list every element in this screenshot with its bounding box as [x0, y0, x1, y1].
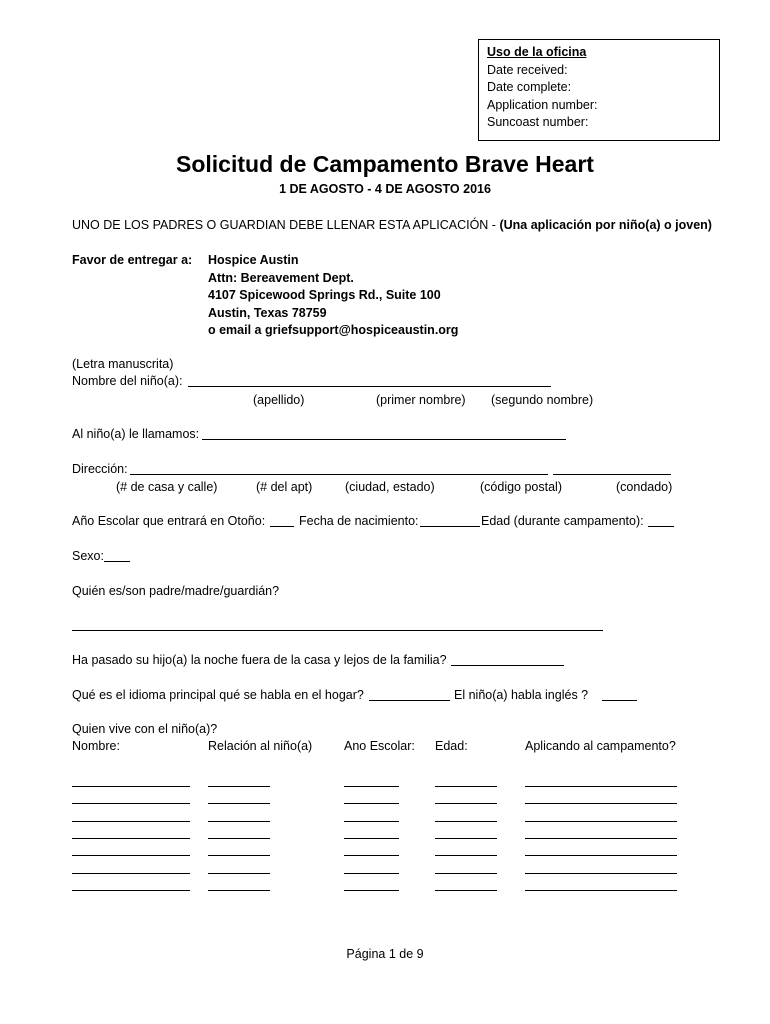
household-row-4-relation-field[interactable] [208, 838, 270, 839]
household-row-2-name-field[interactable] [72, 803, 190, 804]
household-label: Quien vive con el niño(a)? [72, 722, 218, 736]
column-name: Nombre: [72, 739, 120, 753]
language-field[interactable] [369, 700, 450, 701]
household-row-5-applying-field[interactable] [525, 855, 677, 856]
household-row-4-school-year-field[interactable] [344, 838, 399, 839]
handwriting-note: (Letra manuscrita) [72, 357, 174, 371]
household-row-7-age-field[interactable] [435, 890, 497, 891]
household-row-6-age-field[interactable] [435, 873, 497, 874]
household-row-2-relation-field[interactable] [208, 803, 270, 804]
address-part-apt: (# del apt) [256, 480, 313, 494]
household-row-6-name-field[interactable] [72, 873, 190, 874]
address-part-city: (ciudad, estado) [345, 480, 435, 494]
address-part-street: (# de casa y calle) [116, 480, 218, 494]
child-name-label: Nombre del niño(a): [72, 374, 183, 388]
address-line-email: o email a griefsupport@hospiceaustin.org [208, 323, 459, 337]
county-field[interactable] [553, 474, 671, 475]
address-part-zip: (código postal) [480, 480, 562, 494]
address-line-attn: Attn: Bereavement Dept. [208, 270, 354, 285]
school-year-label: Año Escolar que entrará en Otoño: [72, 514, 266, 528]
instruction-bold: (Una aplicación por niño(a) o joven) [499, 218, 712, 232]
household-row-6-applying-field[interactable] [525, 873, 677, 874]
household-row-6-relation-field[interactable] [208, 873, 270, 874]
household-row-3-name-field[interactable] [72, 821, 190, 822]
household-row-3-school-year-field[interactable] [344, 821, 399, 822]
column-school-year: Ano Escolar: [344, 739, 415, 753]
office-use-header: Uso de la oficina [487, 45, 587, 59]
household-row-5-age-field[interactable] [435, 855, 497, 856]
address-label: Dirección: [72, 462, 128, 476]
household-row-7-name-field[interactable] [72, 890, 190, 891]
office-use-box [478, 39, 720, 141]
english-label: El niño(a) habla inglés ? [454, 688, 589, 702]
household-row-2-school-year-field[interactable] [344, 803, 399, 804]
household-row-6-school-year-field[interactable] [344, 873, 399, 874]
name-part-first: (primer nombre) [376, 393, 466, 407]
household-row-7-relation-field[interactable] [208, 890, 270, 891]
household-row-5-school-year-field[interactable] [344, 855, 399, 856]
child-name-field[interactable] [188, 386, 551, 387]
household-row-7-applying-field[interactable] [525, 890, 677, 891]
page-title: Solicitud de Campamento Brave Heart [176, 151, 594, 177]
household-row-2-age-field[interactable] [435, 803, 497, 804]
name-part-middle: (segundo nombre) [491, 393, 594, 407]
address-part-county: (condado) [616, 480, 673, 494]
birthdate-label: Fecha de nacimiento: [299, 514, 419, 528]
household-row-1-applying-field[interactable] [525, 786, 677, 787]
name-part-last: (apellido) [253, 393, 305, 407]
birthdate-field[interactable] [420, 526, 480, 527]
office-field-application-number: Application number: [487, 97, 598, 112]
household-row-2-applying-field[interactable] [525, 803, 677, 804]
address-line-city: Austin, Texas 78759 [208, 305, 327, 320]
address-field[interactable] [130, 474, 548, 475]
household-row-5-relation-field[interactable] [208, 855, 270, 856]
household-row-3-relation-field[interactable] [208, 821, 270, 822]
household-row-4-age-field[interactable] [435, 838, 497, 839]
nickname-field[interactable] [202, 439, 566, 440]
language-label: Qué es el idioma principal qué se habla en el hogar? [72, 688, 364, 702]
english-field[interactable] [602, 700, 637, 701]
office-field-date-complete: Date complete: [487, 80, 572, 94]
household-row-1-age-field[interactable] [435, 786, 497, 787]
instruction-line [72, 217, 712, 233]
column-applying: Aplicando al campamento? [525, 739, 676, 753]
household-row-7-school-year-field[interactable] [344, 890, 399, 891]
household-row-1-school-year-field[interactable] [344, 786, 399, 787]
office-field-date-received: Date received: [487, 62, 568, 77]
column-age: Edad: [435, 739, 468, 753]
instruction-main: UNO DE LOS PADRES O GUARDIAN DEBE LLENAR ESTA APLICACIÓN - [72, 218, 500, 232]
guardian-field[interactable] [72, 630, 603, 631]
household-row-1-relation-field[interactable] [208, 786, 270, 787]
guardian-label: Quién es/son padre/madre/guardián? [72, 584, 280, 598]
age-label: Edad (durante campamento): [481, 514, 644, 528]
household-row-3-applying-field[interactable] [525, 821, 677, 822]
nickname-label: Al niño(a) le llamamos: [72, 427, 200, 441]
overnight-label: Ha pasado su hijo(a) la noche fuera de la casa y lejos de la familia? [72, 653, 447, 667]
sex-label: Sexo: [72, 549, 104, 563]
age-field[interactable] [648, 526, 674, 527]
household-row-4-applying-field[interactable] [525, 838, 677, 839]
delivery-address [208, 252, 458, 340]
address-line-org: Hospice Austin [208, 253, 299, 267]
deliver-label: Favor de entregar a: [72, 253, 193, 267]
overnight-field[interactable] [451, 665, 564, 666]
sex-field[interactable] [104, 561, 130, 562]
office-field-suncoast-number: Suncoast number: [487, 115, 589, 129]
household-row-4-name-field[interactable] [72, 838, 190, 839]
column-relation: Relación al niño(a) [208, 739, 313, 753]
camp-dates: 1 DE AGOSTO - 4 DE AGOSTO 2016 [279, 182, 491, 196]
address-line-street: 4107 Spicewood Springs Rd., Suite 100 [208, 288, 441, 302]
household-row-3-age-field[interactable] [435, 821, 497, 822]
household-row-5-name-field[interactable] [72, 855, 190, 856]
household-row-1-name-field[interactable] [72, 786, 190, 787]
page-number: Página 1 de 9 [346, 947, 424, 961]
school-year-field[interactable] [270, 526, 294, 527]
